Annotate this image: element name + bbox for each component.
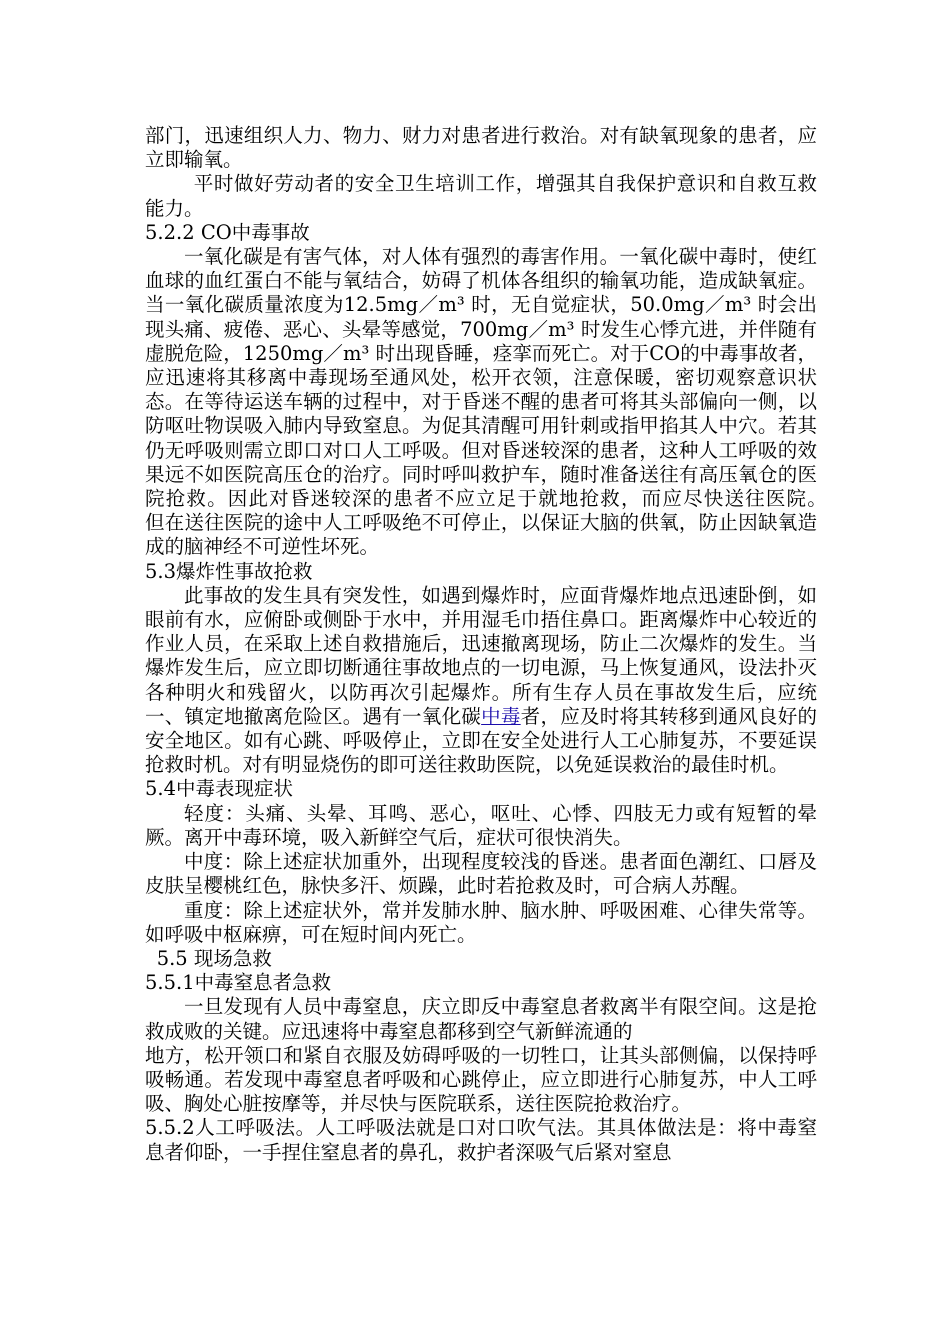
poisoning-link[interactable]: 中毒: [481, 704, 521, 728]
section-heading: 5.5.1中毒窒息者急救: [145, 971, 332, 995]
paragraph: 5.5.2人工呼吸法。人工呼吸法就是口对口吹气法。其具体做法是：将中毒窒息者仰卧，一手捏住窒息者的鼻孔，救护者深吸气后紧对窒息: [145, 1116, 817, 1164]
paragraph-text: 者，应及时将其转移到通风良好的安全地区。如有心跳、呼吸停止，立即在安全处进行人工心肺复苏，不要延误抢救时机。对有明显烧伤的即可送往救助医院，以免延误救治的最佳时机。: [145, 704, 817, 777]
section-heading: 5.3爆炸性事故抢救: [145, 559, 313, 583]
paragraph: 地方，松开领口和紧自衣服及妨碍呼吸的一切牲口，让其头部侧偏，以保持呼吸畅通。若发现中毒窒息者呼吸和心跳停止，应立即进行心肺复苏，中人工呼吸、胸处心脏按摩等，并尽快与医院联系，送往医院抢救治疗。: [145, 1043, 817, 1116]
paragraph: 平时做好劳动者的安全卫生培训工作，增强其自我保护意识和自救互救能力。: [145, 172, 817, 220]
section-heading: 5.4中毒表现症状: [145, 777, 294, 801]
paragraph: [145, 584, 817, 778]
section-heading: 5.5 现场急救: [156, 946, 272, 970]
paragraph-text: 此事故的发生具有突发性，如遇到爆炸时，应面背爆炸地点迅速卧倒，如眼前有水，应俯卧或侧卧于水中，并用湿毛巾捂住鼻口。距离爆炸中心较近的作业人员，在采取上述自救措施后，迅速撤离现场，防止二次爆炸的发生。当爆炸发生后，应立即切断通往事故地点的一切电源，马上恢复通风，设法扑灭各种明火和残留火，以防再次引起爆炸。所有生存人员在事故发生后，应统一、镇定地撤离危险区。遇有一氧化碳: [145, 583, 817, 728]
paragraph: 重度：除上述症状外，常并发肺水肿、脑水肿、呼吸困难、心律失常等。如呼吸中枢麻痹，可在短时间内死亡。: [145, 898, 817, 946]
paragraph: 中度：除上述症状加重外，出现程度较浅的昏迷。患者面色潮红、口唇及皮肤呈樱桃红色，脉快多汗、烦躁，此时若抢救及时，可合病人苏醒。: [145, 850, 817, 898]
paragraph: 一旦发现有人员中毒窒息，庆立即反中毒窒息者救离半有限空间。这是抢救成败的关键。应迅速将中毒窒息都移到空气新鲜流通的: [145, 995, 817, 1043]
section-heading: 5.2.2 CO中毒事故: [145, 220, 310, 244]
paragraph: 轻度：头痛、头晕、耳鸣、恶心，呕吐、心悸、四肢无力或有短暂的晕厥。离开中毒环境，吸入新鲜空气后，症状可很快消失。: [145, 801, 817, 849]
document-body: [145, 124, 837, 1165]
paragraph: 一氧化碳是有害气体，对人体有强烈的毒害作用。一氧化碳中毒时，使红血球的血红蛋白不能与氧结合，妨碍了机体各组织的输氧功能，造成缺氧症。当一氧化碳质量浓度为12.5mg／m³ 时，无自觉症状，50.0mg／m³ 时会出现头痛、疲倦、恶心、头晕等感觉，700mg／m³ 时发生心悸亢进，并伴随有虚脱危险，1250mg／m³ 时出现昏睡，痉挛而死亡。对于CO的中毒事故者，应迅速将其移离中毒现场至通风处，松开衣领，注意保暖，密切观察意识状态。在等待运送车辆的过程中，对于昏迷不醒的患者可将其头部偏向一侧，以防呕吐物误吸入肺内导致窒息。为促其清醒可用针刺或指甲掐其人中穴。若其仍无呼吸则需立即口对口人工呼吸。但对昏迷较深的患者，这种人工呼吸的效果远不如医院高压仓的治疗。同时呼叫救护车，随时准备送往有高压氧仓的医院抢救。因此对昏迷较深的患者不应立足于就地抢救，而应尽快送往医院。 但在送往医院的途中人工呼吸绝不可停止，以保证大脑的供氧，防止因缺氧造成的脑神经不可逆性坏死。: [145, 245, 837, 559]
paragraph: 部门，迅速组织人力、物力、财力对患者进行救治。对有缺氧现象的患者，应立即输氧。: [145, 124, 817, 172]
